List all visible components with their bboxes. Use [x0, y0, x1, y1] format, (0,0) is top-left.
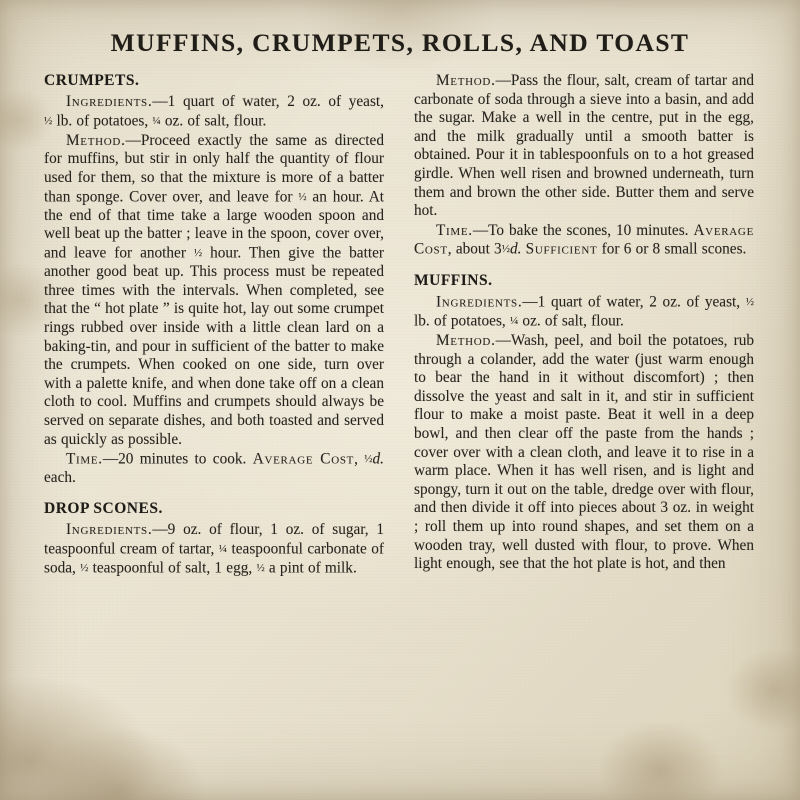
section-heading-drop-scones: DROP SCONES. [44, 500, 163, 518]
drop-scones-method-paragraph: Method.—Pass the flour, salt, cream of tartar and carbonate of soda through a sieve into a basin, and add the sugar. Make a well in the centre, put in the egg, and the milk gradually until a smooth batter is obtained. Pour it in tablespoonfuls on to a hot greased girdle. When well risen and browned underneath, turn them and brown the other side. Butter them and serve hot. [414, 72, 754, 220]
crumpets-method-paragraph: Method.—Proceed exactly the same as directed for muffins, but stir in only half the quantity of flour used for them, so that the mixture is more of a batter than sponge. Cover over, and leave for ½ an hour. At the end of that time take a large wooden spoon and well beat up the batter ; leave in the spoon, cover over, and leave for another ½ hour. Then give the batter another good beat up. This process must be repeated three times with the intervals. When completed, see that the “ hot plate ” is quite hot, lay out some crumpet rings rubbed over inside with a little clean lard on a baking-tin, and pour in sufficient of the batter to make the crumpets. When cooked on one side, turn over with a palette knife, and when done take off on a clean cloth to cool. Muffins and crumpets should always be served on separate dishes, and both toasted and served as quickly as possible. [44, 131, 384, 448]
method-label: Method. [436, 72, 496, 89]
right-column [414, 72, 754, 575]
section-heading-crumpets: CRUMPETS. [44, 72, 140, 89]
ingredients-label: Ingredients. [66, 93, 153, 110]
drop-scones-ingredients-paragraph: Ingredients.—9 oz. of flour, 1 oz. of sugar, 1 teaspoonful cream of tartar, ¼ teaspoonful carbonate of soda, ½ teaspoonful of salt, 1 egg, ½ a pint of milk. [44, 521, 384, 577]
left-column [44, 72, 384, 579]
ingredients-label: Ingredients. [66, 521, 153, 539]
muffins-method-paragraph: Method.—Wash, peel, and boil the potatoes, rub through a colander, add the water (just warm enough to bear the hand in it without discomfort) ; then dissolve the yeast and salt in it, and stir in sufficient flour to make a moist paste. Beat it well in a deep bowl, and then clear off the paste from the hands ; cover over with a clean cloth, and leave it to rise in a warm place. When it has well risen, and is light and spongy, turn it out on the table, dredge over with flour, and then divide it off into pieces about 3 oz. in weight ; roll them up into round shapes, and set them on a wooden tray, well dusted with flour, to prove. When light enough, see that the hot plate is hot, and then [414, 332, 754, 573]
muffins-ingredients-paragraph: Ingredients.—1 quart of water, 2 oz. of yeast, ½ lb. of potatoes, ¼ oz. of salt, flour. [414, 293, 754, 330]
method-label: Method. [66, 131, 126, 149]
drop-scones-time-paragraph: Time.—To bake the scones, 10 minutes. Average Cost, about 3½d. Sufficient for 6 or 8 small scones. [414, 221, 754, 258]
section-heading-muffins: MUFFINS. [414, 271, 493, 289]
two-column-body [44, 72, 756, 579]
ingredients-label: Ingredients. [436, 293, 523, 311]
time-label: Time. [66, 450, 103, 468]
page-title: MUFFINS, CRUMPETS, ROLLS, AND TOAST [110, 28, 690, 57]
crumpets-time-paragraph: Time.—20 minutes to cook. Average Cost, ½d. each. [44, 450, 384, 487]
time-label: Time. [436, 221, 473, 239]
method-label: Method. [436, 332, 496, 350]
crumpets-ingredients-paragraph: Ingredients.—1 quart of water, 2 oz. of yeast, ½ lb. of potatoes, ¼ oz. of salt, flour. [44, 93, 384, 130]
